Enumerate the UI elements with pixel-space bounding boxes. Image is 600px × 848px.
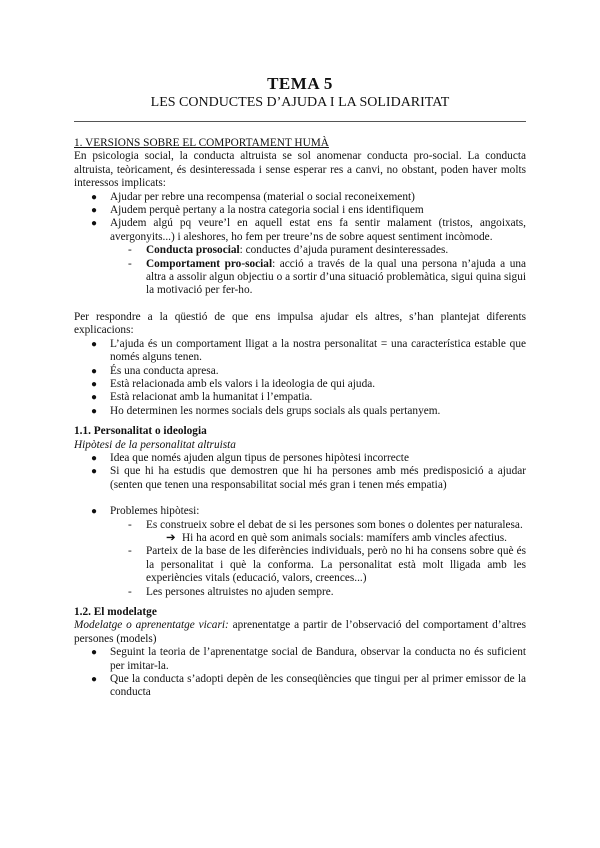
list-item: ● Seguint la teoria de l’aprenentatge social de Bandura, observar la conducta no és suficient per imitar-la. — [91, 646, 526, 672]
list-item: ● Ho determinen les normes socials dels grups socials als quals pertanyem. — [91, 404, 441, 417]
problems-list-continued — [74, 545, 526, 599]
list-item: - Comportament pro-social: acció a través de la qual una persona n’ajuda a una altra a assolir algun objectiu o a sortir d’una situació problemàtica, sigui quina sigui la motivació per fer-ho. — [128, 257, 527, 297]
list-item: ● Està relacionada amb els valors i la ideologia de qui ajuda. — [91, 377, 376, 390]
document-body — [74, 137, 526, 700]
list-item: ● És una conducta apresa. — [91, 364, 219, 377]
section-1-1-heading: 1.1. Personalitat o ideologia — [74, 425, 207, 438]
document-title: TEMA 5 — [267, 74, 333, 93]
explanations-list — [74, 338, 526, 418]
explanations-intro: Per respondre a la qüestió de que ens impulsa ajudar els altres, s’han plantejat diferents explicacions: — [74, 310, 526, 337]
bullet-icon: ● — [91, 405, 98, 417]
list-item: ● Que la conducta s’adopti depèn de les conseqüències que tingui per al primer emissor de la conducta — [91, 673, 526, 699]
motives-list — [74, 191, 526, 245]
bullet-icon: ● — [91, 392, 98, 404]
horizontal-divider — [74, 121, 526, 122]
bullet-icon: ● — [91, 218, 98, 230]
list-item: ● Si que hi ha estudis que demostren que hi ha persones amb més predisposició a ajudar (senten que tenen una responsabilitat social més gran i tenen més empatia) — [91, 465, 526, 491]
arrow-icon: ➔ — [166, 531, 176, 544]
document-subtitle: LES CONDUCTES D’AJUDA I LA SOLIDARITAT — [150, 95, 450, 110]
term: Conducta prosocial — [146, 244, 240, 257]
list-item: ● Idea que només ajuden algun tipus de persones hipòtesi incorrecte — [91, 451, 409, 464]
bullet-icon: ● — [91, 378, 98, 390]
list-item: ● Està relacionat amb la humanitat i l’empatia. — [91, 391, 313, 404]
dash-icon: - — [128, 585, 132, 598]
problems-list — [74, 519, 526, 532]
dash-icon: - — [128, 545, 132, 558]
list-item: - Les persones altruistes no ajuden sempre. — [128, 585, 334, 598]
section-1-2-heading: 1.2. El modelatge — [74, 606, 157, 618]
list-item: ● Ajudem algú pq veure’l en aquell estat ens fa sentir malament (tristos, angoixats, avergonyits...) i aleshores, ho fem per treure’ns de sobre aquest sentiment incòmode. — [91, 217, 526, 243]
list-item: ➔ Hi ha acord en què som animals socials: mamífers amb vincles afectius. — [166, 531, 508, 544]
modelatge-definition: Modelatge o aprenentatge vicari: aprenentatge a partir de l’observació del comportament d’altres persones (models) — [74, 619, 526, 645]
section-1-heading: 1. VERSIONS SOBRE EL COMPORTAMENT HUMÀ — [74, 137, 329, 149]
section-1-intro: En psicologia social, la conducta altruista se sol anomenar conducta pro-social. La conducta altruista, teòricament, és desinteressada i sense esperar res a canvi, no obstant, poden haver molts interessos implicats: — [74, 150, 526, 190]
list-item: ● Problemes hipòtesi: — [91, 505, 200, 518]
modelatge-list — [74, 646, 526, 700]
section-1-1-subheading: Hipòtesi de la personalitat altruista — [74, 438, 236, 451]
term: Modelatge o aprenentatge vicari: — [74, 619, 229, 632]
dash-icon: - — [128, 244, 132, 257]
bullet-icon: ● — [91, 191, 98, 203]
term: Comportament pro-social — [146, 257, 273, 270]
list-item: ● Ajudar per rebre una recompensa (material o social reconeixement) — [91, 190, 415, 203]
definitions-list — [74, 244, 526, 298]
list-item: ● Ajudem perquè pertany a la nostra categoria social i ens identifiquem — [91, 204, 424, 217]
dash-icon: - — [128, 257, 132, 270]
bullet-icon: ● — [91, 674, 98, 686]
arrow-list — [74, 532, 526, 545]
bullet-icon: ● — [91, 506, 98, 518]
hypothesis-list — [74, 452, 526, 492]
list-item: - Conducta prosocial: conductes d’ajuda purament desinteressades. — [128, 244, 449, 257]
bullet-icon: ● — [91, 452, 98, 464]
problems-heading-list — [74, 505, 526, 518]
bullet-icon: ● — [91, 466, 98, 478]
list-item: - Parteix de la base de les diferències individuals, però no hi ha consens sobre què és la personalitat i què la conforma. La personalitat està molt lligada amb les experiències vitals (educació, valors, creences...) — [128, 545, 526, 585]
dash-icon: - — [128, 518, 132, 531]
bullet-icon: ● — [91, 338, 98, 350]
list-item: ● L’ajuda és un comportament lligat a la nostra personalitat = una característica estable que només alguns tenen. — [91, 337, 526, 364]
bullet-icon: ● — [91, 365, 98, 377]
list-item: - Es construeix sobre el debat de si les persones som bones o dolentes per naturalesa. — [128, 518, 523, 531]
bullet-icon: ● — [91, 647, 98, 659]
bullet-icon: ● — [91, 205, 98, 217]
